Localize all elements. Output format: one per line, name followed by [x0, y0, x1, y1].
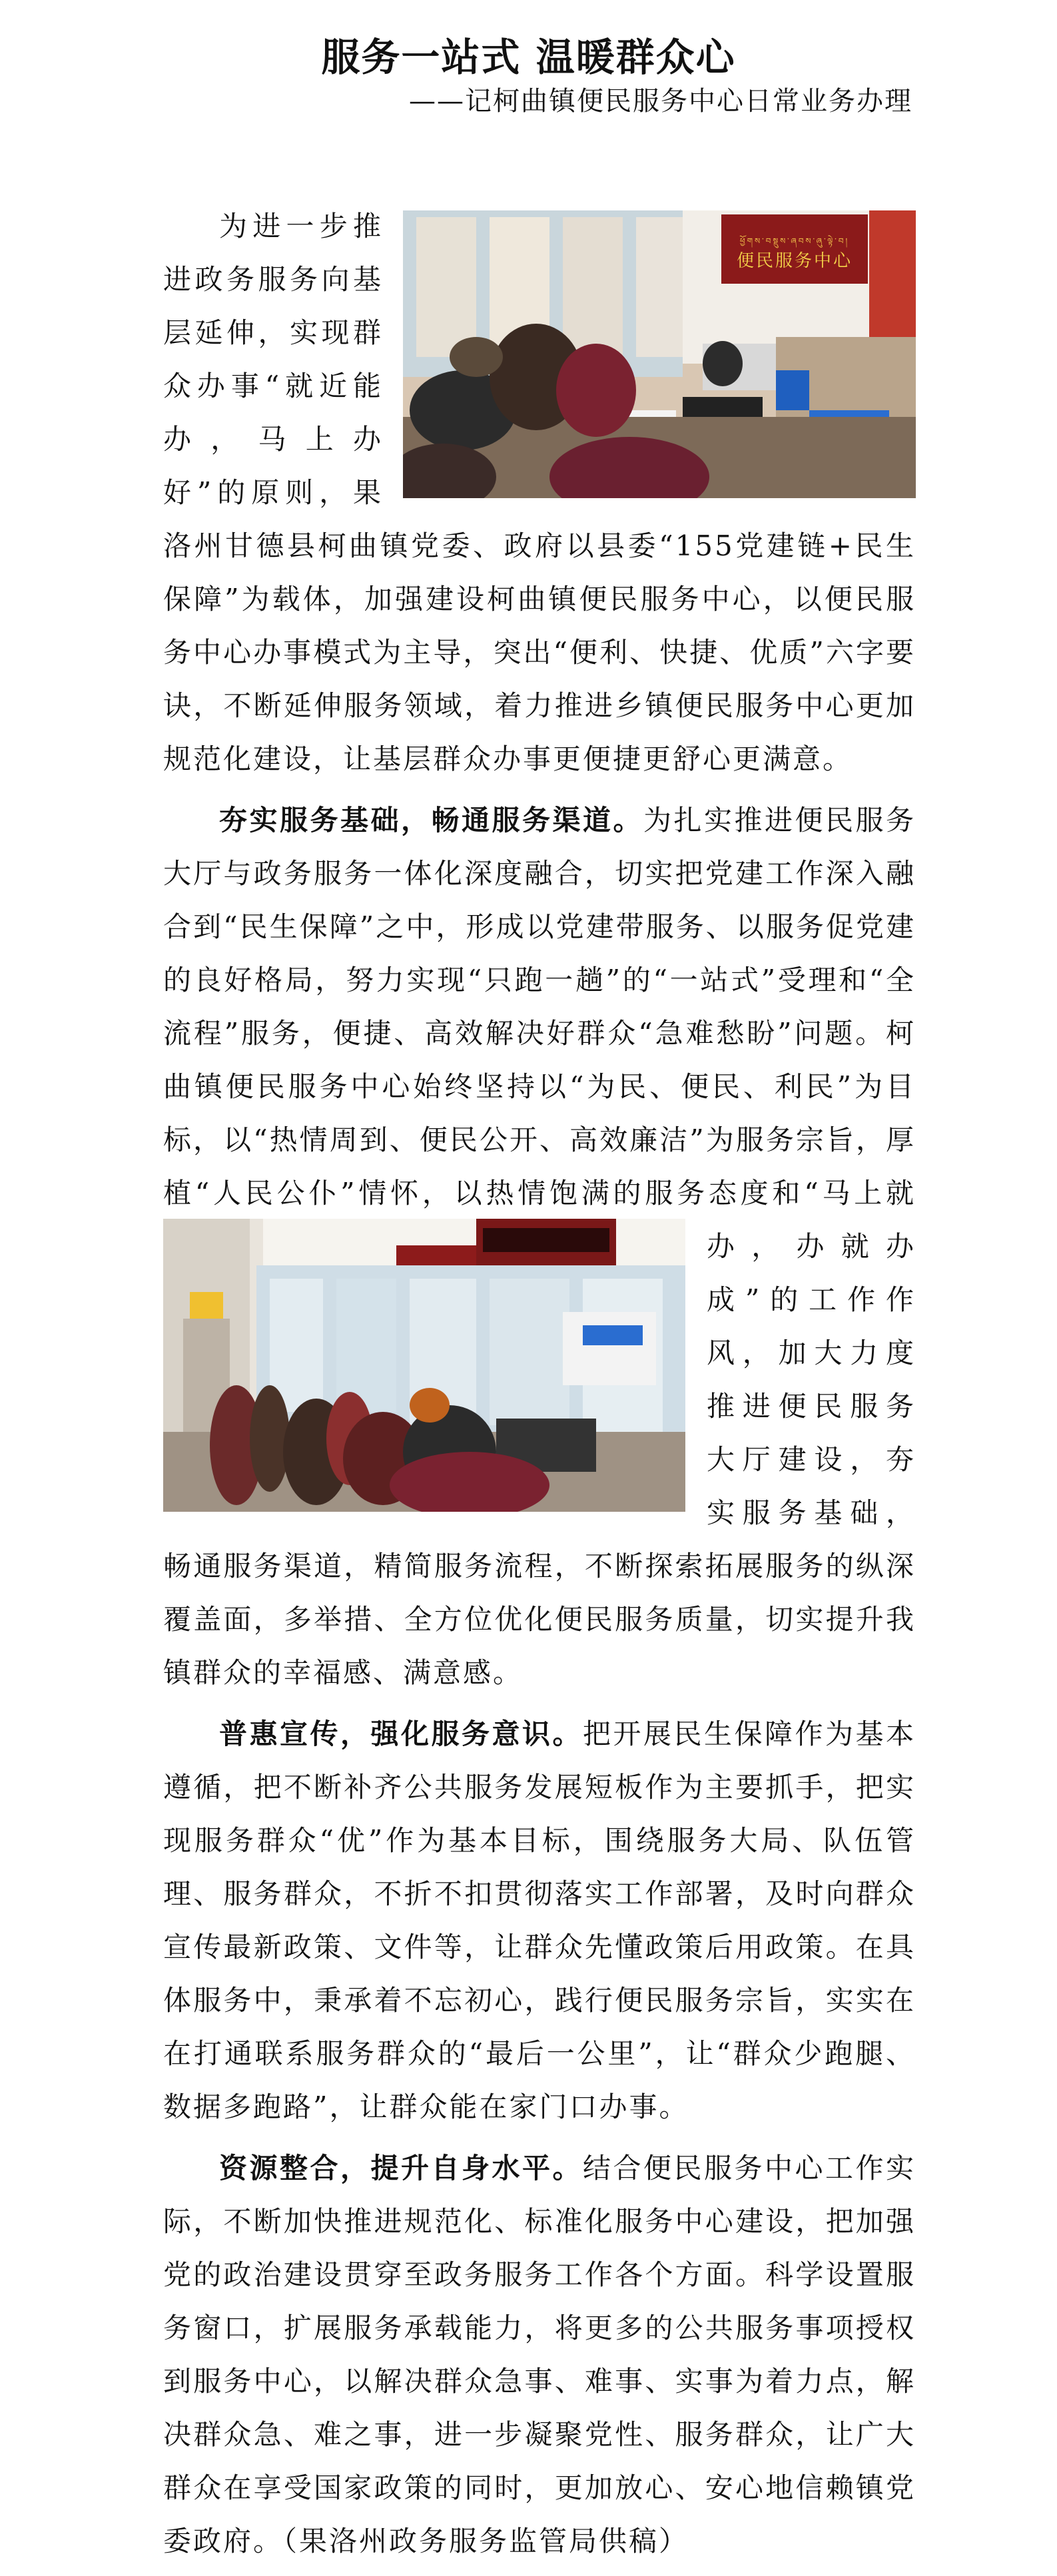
- article-subtitle: ——记柯曲镇便民服务中心日常业务办理: [409, 86, 912, 117]
- paragraph-resources-lead: 资源整合，提升自身水平。: [219, 2152, 583, 2184]
- service-center-photo-1: [403, 210, 916, 498]
- paragraph-resources: 资源整合，提升自身水平。结合便民服务中心工作实际，不断加快推进规范化、标准化服务中心建设，把加强党的政治建设贯穿至政务服务工作各个方面。科学设置服务窗口，扩展服务承载能力，将更多的公共服务事项授权到服务中心，以解决群众急事、难事、实事为着力点，解决群众急、难之事，进一步凝聚党性、服务群众，让广大群众在享受国家政策的同时，更加放心、安心地信赖镇党委政府。（果洛州政务服务监管局供稿）: [163, 2152, 916, 2557]
- article-title: 服务一站式 温暖群众心: [321, 34, 736, 80]
- svg-text:ཕྱོགས་བསྡུས་ཞབས་ཞུ་ལྟེ་བ།: ཕྱོགས་བསྡུས་ཞབས་ཞུ་ལྟེ་བ།: [739, 236, 850, 246]
- paragraph-promotion-lead: 普惠宣传，强化服务意识。: [219, 1718, 583, 1750]
- paragraph-foundation-lead: 夯实服务基础，畅通服务渠道。: [219, 804, 643, 836]
- paragraph-promotion: 普惠宣传，强化服务意识。把开展民生保障作为基本遵循，把不断补齐公共服务发展短板作为主要抓手，把实现服务群众“优”作为基本目标，围绕服务大局、队伍管理、服务群众，不折不扣贯彻落实工作部署，及时向群众宣传最新政策、文件等，让群众先懂政策后用政策。在具体服务中，秉承着不忘初心，践行便民服务宗旨，实实在在打通联系服务群众的“最后一公里”，让“群众少跑腿、数据多跑路”，让群众能在家门口办事。: [163, 1718, 916, 2123]
- top-photo-sign: 便民服务中心: [736, 251, 853, 271]
- service-hall-photo: [163, 1219, 685, 1512]
- paragraph-foundation: 夯实服务基础，畅通服务渠道。为扎实推进便民服务大厅与政务服务一体化深度融合，切实把党建工作深入融合到“民生保障”之中，形成以党建带服务、以服务促党建的良好格局，努力实现“只跑一趟”的“一站式”受理和“全流程”服务，便捷、高效解决好群众“急难愁盼”问题。柯曲镇便民服务中心始终坚持以“为民、便民、利民”为目标，以“热情周到、便民公开、高效廉洁”为服务宗旨，厚植“人民公仆”情怀，以热情饱满的服务态度和“马上就办，办就办成”的工作作风，加大力度推进便民服务大厅建设，夯实服务基础，畅通服务渠道，精简服务流程，不断探索拓展服务的纵深覆盖面，多举措、全方位优化便民服务质量，切实提升我镇群众的幸福感、满意感。: [163, 804, 916, 1689]
- paragraph-intro: ཕྱོགས་བསྡུས་ཞབས་ཞུ་ལྟེ་བ། 便民服务中心 为进一步推进政务服务向基层延伸，实现群众办事“就近能办，马上办好”的原则，果洛州甘德县柯曲镇党委、政府以县委“155党建链+民生保障”为载体，加强建设柯曲镇便民服务中心，以便民服务中心办事模式为主导，突出“便利、快捷、优质”六字要诀，不断延伸服务领域，着力推进乡镇便民服务中心更加规范化建设，让基层群众办事更便捷更舒心更满意。: [163, 210, 916, 775]
